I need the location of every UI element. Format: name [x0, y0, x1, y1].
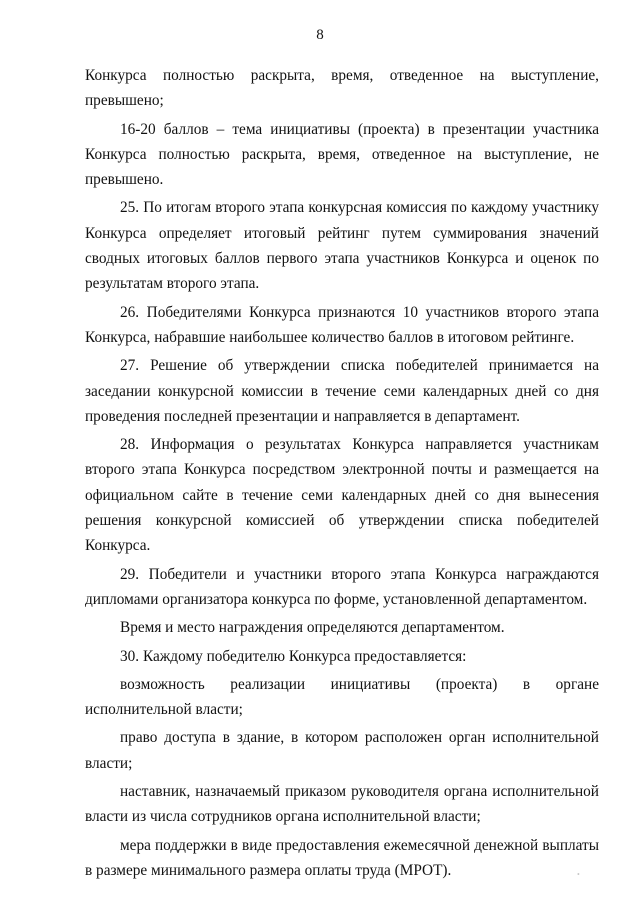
scan-artifact-mark: •: [577, 870, 580, 879]
paragraph-item-28: 28. Информация о результатах Конкурса направляется участникам второго этапа Конкурса посредством электронной почты и размещается на официальном сайте в течение семи календарных дней со дня вынесения решения конкурсной комиссией об утверждении списка победителей Конкурса.: [85, 436, 599, 555]
paragraph-item-27: 27. Решение об утверждении списка победителей принимается на заседании конкурсной комиссии в течение семи календарных дней со дня проведения последней презентации и направляется в департамент.: [85, 357, 599, 425]
paragraph-award-time-place: Время и место награждения определяются департаментом.: [120, 619, 505, 637]
page-number: 8: [316, 27, 324, 43]
paragraph-item-25: 25. По итогам второго этапа конкурсная комиссия по каждому участнику Конкурса определяет итоговый рейтинг путем суммирования значений сводных итоговых баллов первого этапа участников Конкурса и оценок по результатам второго этапа.: [85, 199, 599, 293]
list-item-monthly-payment: мера поддержки в виде предоставления ежемесячной денежной выплаты в размере минимального размера оплаты труда (МРОТ).: [85, 836, 599, 879]
paragraph-continuation: Конкурса полностью раскрыта, время, отведенное на выступление, превышено;: [85, 67, 599, 110]
list-item-initiative: возможность реализации инициативы (проекта) в органе исполнительной власти;: [85, 675, 599, 719]
list-item-building-access: право доступа в здание, в котором расположен орган исполнительной власти;: [85, 729, 599, 772]
paragraph-score-16-20: 16-20 баллов – тема инициативы (проекта) в презентации участника Конкурса полностью раскрыта, время, отведенное на выступление, не превышено.: [85, 120, 599, 189]
paragraph-item-26: 26. Победителями Конкурса признаются 10 участников второго этапа Конкурса, набравшие наибольшее количество баллов в итоговом рейтинге.: [85, 303, 599, 346]
list-item-mentor: наставник, назначаемый приказом руководителя органа исполнительной власти из числа сотрудников органа исполнительной власти;: [85, 783, 599, 826]
paragraph-item-29: 29. Победители и участники второго этапа Конкурса награждаются дипломами организатора конкурса по форме, установленной департаментом.: [85, 565, 599, 608]
paragraph-item-30: 30. Каждому победителю Конкурса предоставляется:: [120, 647, 467, 665]
document-body: [85, 63, 599, 883]
